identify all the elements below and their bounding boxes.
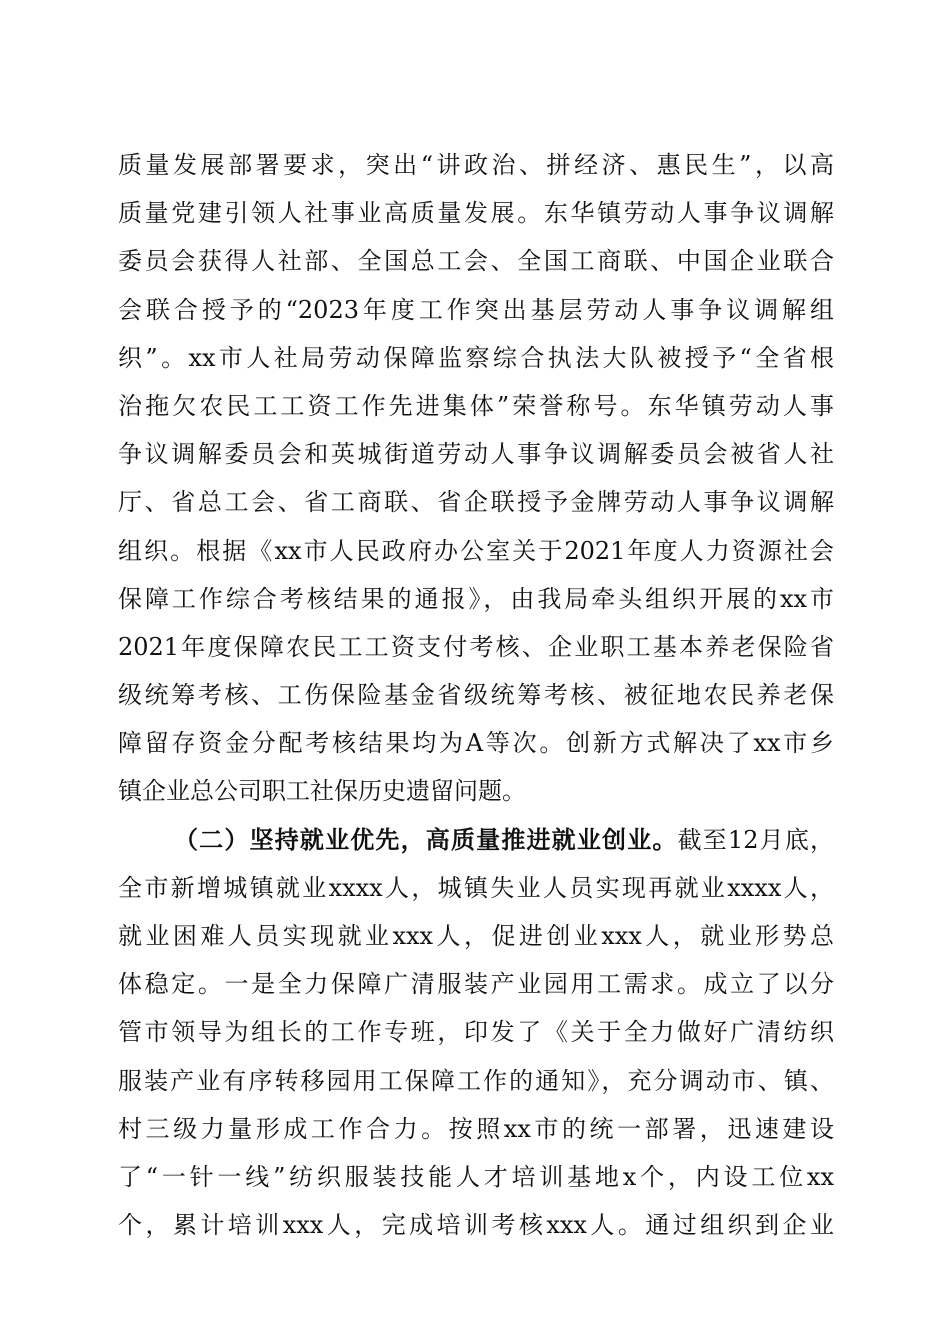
text-line: 2021年度保障农民工工资支付考核、企业职工基本养老保险省 (118, 632, 834, 661)
text-line: 村三级力量形成工作合力。按照xx市的统一部署，迅速建设 (118, 1114, 834, 1143)
text-line: 质量发展部署要求，突出“讲政治、拼经济、惠民生”，以高 (118, 151, 834, 179)
text-line: 障留存资金分配考核结果均为A等次。创新方式解决了xx市乡 (118, 729, 834, 758)
text-line: 委员会获得人社部、全国总工会、全国工商联、中国企业联合 (118, 247, 834, 276)
body-text (118, 141, 834, 1249)
text-line: 质量党建引领人社事业高质量发展。东华镇劳动人事争议调解 (118, 199, 834, 228)
text-line: 体稳定。一是全力保障广清服装产业园用工需求。成立了以分 (118, 970, 834, 999)
text-line: 争议调解委员会和英城街道劳动人事争议调解委员会被省人社 (118, 440, 834, 469)
section-heading: （二）坚持就业优先，高质量推进就业创业。 (174, 825, 678, 854)
text-line: 管市领导为组长的工作专班，印发了《关于全力做好广清纺织 (118, 1018, 834, 1047)
text-line: 就业困难人员实现就业xxx人，促进创业xxx人，就业形势总 (118, 922, 834, 950)
text-line: 会联合授予的“2023年度工作突出基层劳动人事争议调解组 (118, 295, 834, 324)
text-line: 保障工作综合考核结果的通报》，由我局牵头组织开展的xx市 (118, 584, 834, 613)
text-line: 组织。根据《xx市人民政府办公室关于2021年度人力资源社会 (118, 536, 834, 565)
text-line: 个，累计培训xxx人，完成培训考核xxx人。通过组织到企业 (118, 1211, 834, 1240)
text-line: 厅、省总工会、省工商联、省企联授予金牌劳动人事争议调解 (118, 488, 834, 517)
text-line: 了“一针一线”纺织服装技能人才培训基地x个，内设工位xx (118, 1162, 834, 1191)
heading-line-rest: 截至12月底， (677, 825, 834, 854)
text-line: 治拖欠农民工工资工作先进集体”荣誉称号。东华镇劳动人事 (118, 391, 834, 420)
section-heading-line (118, 816, 834, 864)
text-line: 镇企业总公司职工社保历史遗留问题。 (118, 777, 526, 806)
text-line: 服装产业有序转移园用工保障工作的通知》，充分调动市、镇、 (118, 1066, 834, 1095)
text-line: 级统筹考核、工伤保险基金省级统筹考核、被征地农民养老保 (118, 681, 834, 710)
text-line: 全市新增城镇就业xxxx人，城镇失业人员实现再就业xxxx人， (118, 873, 834, 902)
text-line: 织”。xx市人社局劳动保障监察综合执法大队被授予“全省根 (118, 343, 834, 372)
